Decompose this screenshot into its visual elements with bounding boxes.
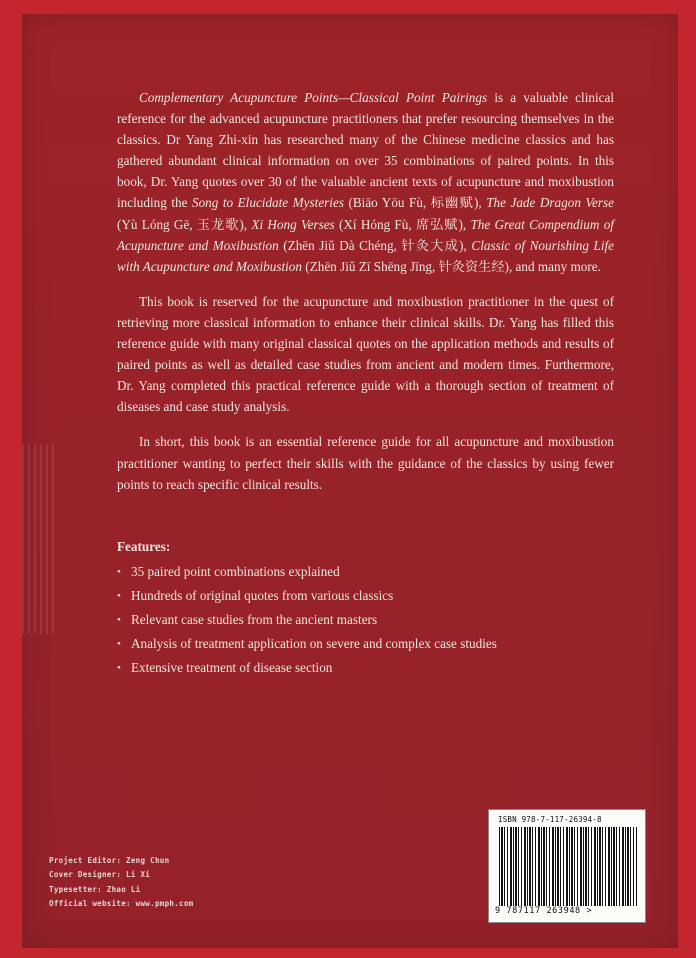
classic-pinyin-1: (Biāo Yōu Fù, 标幽赋), — [343, 195, 487, 211]
book-title: Complementary Acupuncture Points—Classical Point Pairings — [139, 90, 488, 105]
paragraph-summary: In short, this book is an essential reference guide for all acupuncture and moxibustion practitioner wanting to perfect their skills with the guidance of the classics by using fewer points to reach specific clinical results. — [117, 434, 614, 492]
description-text — [117, 87, 614, 509]
feature-text: Extensive treatment of disease section — [131, 660, 333, 675]
bullet-icon: • — [117, 566, 121, 578]
classic-pinyin-2: (Yù Lóng Gē, 玉龙歌), — [117, 216, 252, 232]
feature-text: Relevant case studies from the ancient masters — [131, 612, 378, 627]
features-heading: Features: — [117, 539, 171, 554]
barcode-bars — [499, 827, 637, 907]
feature-item — [117, 608, 497, 632]
classic-pinyin-5: (Zhēn Jiǔ Zī Shēng Jīng, 针灸资生经), and many more. — [301, 258, 601, 274]
credits — [49, 854, 193, 911]
classic-title-4: The Great Compendium of Acupuncture and Moxibustion — [117, 216, 614, 253]
classic-title-5: Classic of Nourishing Life with Acupuncture and Moxibustion — [117, 237, 615, 274]
feature-item — [117, 656, 497, 680]
feature-text: Hundreds of original quotes from various classics — [131, 588, 394, 603]
barcode-digits: 9 787117 263948 > — [495, 906, 641, 916]
isbn-barcode — [488, 809, 646, 923]
feature-item — [117, 560, 497, 584]
credit-project-editor: Project Editor: Zeng Chun — [49, 856, 170, 865]
features-list — [117, 560, 497, 680]
classic-pinyin-3: (Xí Hóng Fù, 席弘赋), — [334, 216, 471, 232]
credit-website: Official website: www.pmph.com — [49, 898, 194, 908]
feature-item — [117, 584, 497, 608]
paragraph-purpose: This book is reserved for the acupuncture and moxibustion practitioner in the quest of retrieving more classical information to enhance their clinical skills. Dr. Yang has filled this reference guide with many original classical quotes on the application methods and results of paired points as well as detailed case studies from ancient and modern times. Furthermore, Dr. Yang completed this practical reference guide with a thorough section of treatment of diseases and case study analysis. — [117, 293, 614, 415]
classic-title-3: Xi Hong Verses — [251, 216, 335, 232]
bullet-icon: • — [117, 590, 121, 602]
isbn-label: ISBN 978-7-117-26394-8 — [498, 815, 602, 824]
credit-cover-designer: Cover Designer: Li Xi — [49, 870, 151, 880]
bullet-icon: • — [117, 614, 121, 626]
feature-text: Analysis of treatment application on severe and complex case studies — [131, 636, 497, 651]
decorative-pattern — [22, 444, 56, 634]
bullet-icon: • — [117, 638, 121, 650]
classic-pinyin-4: (Zhēn Jiǔ Dà Chéng, 针灸大成), — [278, 237, 472, 253]
classic-title-1: Song to Elucidate Mysteries — [191, 195, 344, 211]
feature-text: 35 paired point combinations explained — [131, 564, 340, 579]
classic-title-2: The Jade Dragon Verse — [486, 195, 615, 211]
credit-typesetter: Typesetter: Zhao Li — [49, 884, 141, 894]
feature-item — [117, 632, 497, 656]
intro-text: is a valuable clinical reference for the advanced acupuncture practitioners that prefer resourcing themselves in the classics. Dr Yang Zhi-xin has researched many of the Chinese medicine classics and has gathered abundant clinical information on over 35 combinations of paired points. In this book, Dr. Yang quotes over 30 of the valuable ancient texts of acupuncture and moxibustion including the — [117, 90, 614, 211]
bullet-icon: • — [117, 662, 121, 674]
paragraph-intro — [117, 87, 614, 277]
